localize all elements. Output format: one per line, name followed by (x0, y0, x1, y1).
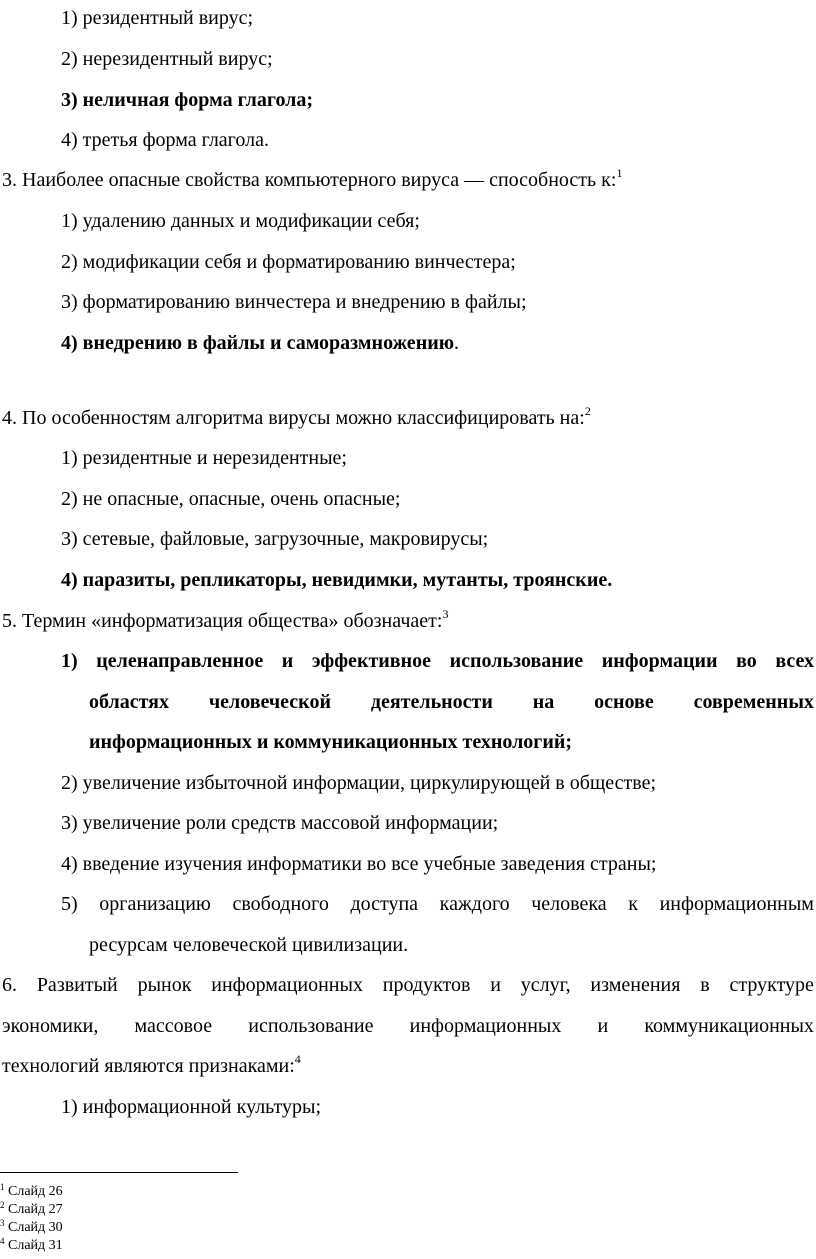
word: продуктов (382, 974, 471, 996)
word: областях (89, 691, 169, 713)
word: экономики, (2, 1015, 99, 1037)
word: информационных (211, 974, 363, 996)
q5-option-2: 2) увеличение избыточной информации, циркулирующей в обществе; (61, 772, 657, 794)
word: целенаправленное (96, 650, 264, 672)
footnote-separator (0, 1172, 238, 1173)
word: коммуникационных (644, 1015, 814, 1037)
footnote-2: $^2$ Слайд 27 (0, 1200, 63, 1217)
footnote-ref-2: 2 (584, 404, 591, 418)
word: информационным (659, 893, 814, 915)
q5-option-1-answer-line-1 (61, 649, 814, 673)
q6-option-1: 1) информационной культуры; (61, 1096, 321, 1118)
word: 1) (61, 650, 78, 672)
word: доступа (350, 893, 419, 915)
q2-option-1: 1) резидентный вирус; (61, 7, 254, 29)
q6-question-line-3: технологий являются признаками:$^4$ (2, 1052, 301, 1077)
q3-option-2: 2) модификации себя и форматированию винчестера; (61, 251, 516, 273)
q5-option-4: 4) введение изучения информатики во все учебные заведения страны; (61, 853, 657, 875)
q5-option-1-answer-line-3: информационных и коммуникационных технологий; (89, 731, 573, 753)
word: использование (449, 650, 584, 672)
word: и (597, 1015, 609, 1037)
footnote-ref-3: 3 (442, 607, 449, 621)
word: человеческой (208, 691, 331, 713)
word: массовое (134, 1015, 213, 1037)
word: эффективное (311, 650, 432, 672)
word: в (700, 974, 710, 996)
q2-option-2: 2) нерезидентный вирус; (61, 48, 273, 70)
word: на (532, 691, 555, 713)
footnote-ref-4: 4 (294, 1052, 301, 1066)
q5-option-5-line-1 (61, 892, 814, 916)
word: деятельности (370, 691, 493, 713)
word: Развитый (36, 974, 118, 996)
footnote-4: $^4$ Слайд 31 (0, 1236, 63, 1253)
word: организацию (99, 893, 211, 915)
word: изменения (590, 974, 681, 996)
word: информации (601, 650, 718, 672)
word: услуг, (520, 974, 571, 996)
word: человека (531, 893, 607, 915)
q2-option-4: 4) третья форма глагола. (61, 129, 269, 151)
q4-option-1: 1) резидентные и нерезидентные; (61, 447, 347, 469)
q5-option-3: 3) увеличение роли средств массовой информации; (61, 812, 499, 834)
word: современных (693, 691, 814, 713)
q4-option-2: 2) не опасные, опасные, очень опасные; (61, 488, 401, 510)
q2-option-3-answer: 3) неличная форма глагола; (61, 89, 314, 111)
word: 6. (2, 974, 17, 996)
word: 5) (61, 893, 78, 915)
q6-question-line-2 (2, 1014, 814, 1038)
footnote-1: $^1$ Слайд 26 (0, 1182, 63, 1199)
q4-option-4-answer: 4) паразиты, репликаторы, невидимки, мутанты, троянские. (61, 569, 613, 591)
word: структуре (729, 974, 814, 996)
q3-option-3: 3) форматированию винчестера и внедрению в файлы; (61, 291, 527, 313)
word: основе (594, 691, 654, 713)
q4-option-3: 3) сетевые, файловые, загрузочные, макровирусы; (61, 528, 489, 550)
footnote-ref-1: 1 (616, 166, 623, 180)
q5-option-1-answer-line-2 (89, 690, 814, 714)
word: всех (775, 650, 814, 672)
word: рынок (137, 974, 192, 996)
word: к (628, 893, 638, 915)
q4-question: 4. По особенностям алгоритма вирусы можно классифицировать на:$^2$ (2, 404, 591, 429)
word: информационных (409, 1015, 562, 1037)
word: и (281, 650, 294, 672)
footnote-3: $^3$ Слайд 30 (0, 1218, 63, 1235)
word: использование (248, 1015, 374, 1037)
q5-question: 5. Термин «информатизация общества» обозначает:$^3$ (2, 607, 449, 632)
q5-option-5-line-2: ресурсам человеческой цивилизации. (89, 934, 409, 956)
q3-question: 3. Наиболее опасные свойства компьютерного вируса — способность к:$^1$ (2, 166, 623, 191)
word: во (736, 650, 757, 672)
q3-option-1: 1) удалению данных и модификации себя; (61, 210, 420, 232)
q6-question-line-1 (2, 973, 814, 997)
word: и (490, 974, 501, 996)
word: каждого (439, 893, 510, 915)
q3-option-4-answer: 4) внедрению в файлы и саморазмножению. (61, 332, 460, 354)
word: свободного (232, 893, 329, 915)
